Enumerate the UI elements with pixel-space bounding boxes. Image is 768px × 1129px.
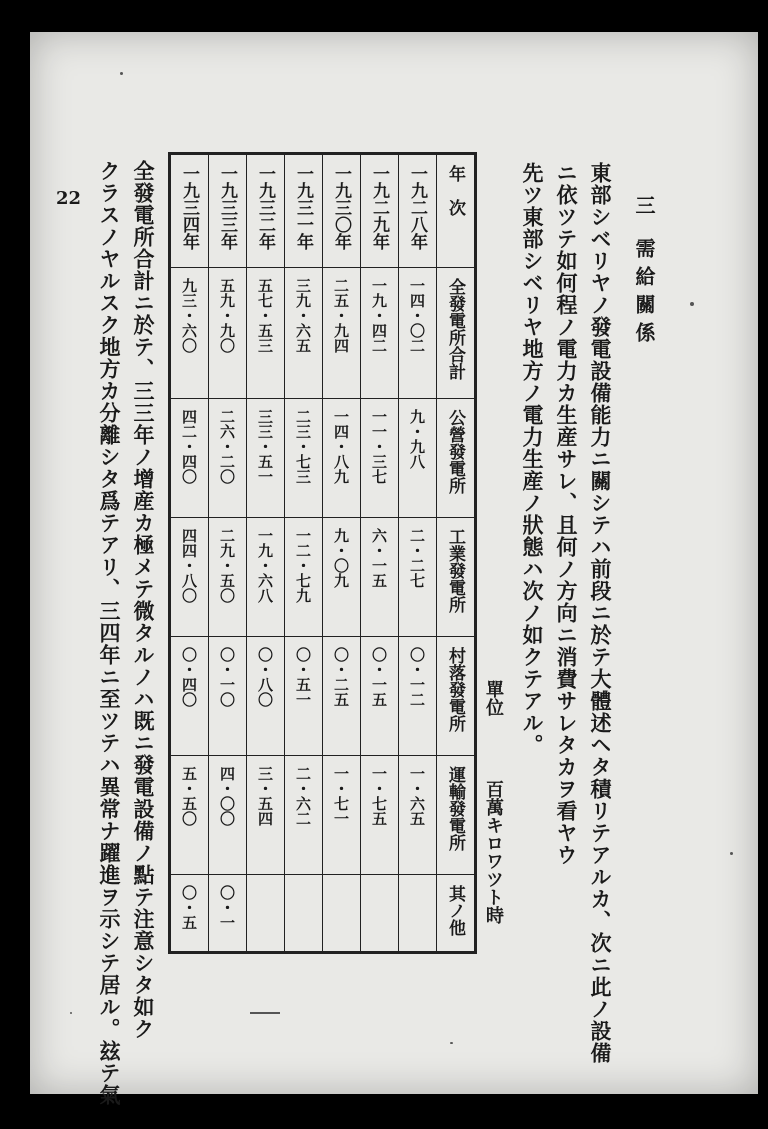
- row-year: 一九三四年: [170, 154, 209, 268]
- table-cell: [361, 875, 399, 953]
- column-header: 工業發電所: [437, 518, 476, 637]
- after-line-1: 全發電所合計ニ於テ、三三年ノ增産カ極メテ微タルノハ既ニ發電設備ノ點テ注意シタ如ク: [131, 160, 156, 1040]
- table-cell: 二九・五〇: [209, 518, 247, 637]
- electricity-production-table: [168, 152, 477, 954]
- table-cell: 〇・一二: [399, 637, 437, 756]
- table-row: [247, 154, 285, 953]
- table-cell: 四四・八〇: [170, 518, 209, 637]
- row-year: 一九二八年: [399, 154, 437, 268]
- table-cell: 一・七五: [361, 756, 399, 875]
- table-cell: 五・五〇: [170, 756, 209, 875]
- table-cell: 二六・二〇: [209, 399, 247, 518]
- after-line-2: クラスノヤルスク地方カ分離シタ爲テアリ、三四年ニ至ツテハ異常ナ躍進ヲ示シテ居ル。玆テ氣: [97, 160, 122, 1106]
- table-cell: 二・二七: [399, 518, 437, 637]
- table-cell: [323, 875, 361, 953]
- table-cell: 二五・九四: [323, 268, 361, 399]
- table-cell: 〇・八〇: [247, 637, 285, 756]
- intro-line-2: ニ依ツテ如何程ノ電力カ生産サレ、且何ノ方向ニ消費サレタカヲ看ヤウ: [554, 162, 579, 866]
- table-cell: [247, 875, 285, 953]
- row-year: 一九三二年: [247, 154, 285, 268]
- table-row: [323, 154, 361, 953]
- table-row: [361, 154, 399, 953]
- table-row: [285, 154, 323, 953]
- units-label: 單位: [483, 680, 504, 716]
- table-cell: 〇・一五: [361, 637, 399, 756]
- row-year: 一九三〇年: [323, 154, 361, 268]
- table-cell: 四二・四〇: [170, 399, 209, 518]
- intro-line-3: 先ツ東部シベリヤ地方ノ電力生産ノ狀態ハ次ノ如クテアル。: [520, 162, 545, 756]
- table-cell: 〇・五: [170, 875, 209, 953]
- column-header: 運輸發電所: [437, 756, 476, 875]
- table-cell: 三・五四: [247, 756, 285, 875]
- table-cell: 九・〇九: [323, 518, 361, 637]
- table-cell: 一四・八九: [323, 399, 361, 518]
- table-cell: 六・一五: [361, 518, 399, 637]
- column-header: 其ノ他: [437, 875, 476, 953]
- units-value: 百萬キロワツト時: [483, 780, 504, 924]
- table-cell: 一四・〇二: [399, 268, 437, 399]
- table-cell: [285, 875, 323, 953]
- table-cell: 一九・四二: [361, 268, 399, 399]
- row-year: 一九二九年: [361, 154, 399, 268]
- table-cell: 〇・四〇: [170, 637, 209, 756]
- table-cell: 五九・九〇: [209, 268, 247, 399]
- table-cell: 〇・一: [209, 875, 247, 953]
- table-cell: 二・六二: [285, 756, 323, 875]
- row-year: 一九三三年: [209, 154, 247, 268]
- table-row: [399, 154, 437, 953]
- table-cell: 九三・六〇: [170, 268, 209, 399]
- column-header: 全發電所合計: [437, 268, 476, 399]
- table-header-row: [437, 154, 476, 953]
- table-cell: 〇・五一: [285, 637, 323, 756]
- table-cell: 四・〇〇: [209, 756, 247, 875]
- table-row: [170, 154, 209, 953]
- table-cell: 三三・五一: [247, 399, 285, 518]
- column-header: 村落發電所: [437, 637, 476, 756]
- table-cell: 一二・七九: [285, 518, 323, 637]
- table-cell: 一・六五: [399, 756, 437, 875]
- intro-line-1: 東部シベリヤノ發電設備能力ニ關シテハ前段ニ於テ大體述ヘタ積リテアルカ、次ニ此ノ設備: [588, 162, 613, 1064]
- table-cell: 一・七一: [323, 756, 361, 875]
- table-row: [209, 154, 247, 953]
- table-cell: 五七・五三: [247, 268, 285, 399]
- section-title: 三 需給關係: [632, 195, 656, 350]
- row-year: 一九三一年: [285, 154, 323, 268]
- page-number: 22: [56, 188, 82, 209]
- table-cell: 〇・一〇: [209, 637, 247, 756]
- table-cell: 一一・三七: [361, 399, 399, 518]
- table-cell: 二三・七三: [285, 399, 323, 518]
- table-cell: 九・九八: [399, 399, 437, 518]
- table-cell: 三九・六五: [285, 268, 323, 399]
- table-cell: 〇・二五: [323, 637, 361, 756]
- table-cell: 一九・六八: [247, 518, 285, 637]
- column-header: 公營發電所: [437, 399, 476, 518]
- table-cell: [399, 875, 437, 953]
- year-header: 年 次: [437, 154, 476, 268]
